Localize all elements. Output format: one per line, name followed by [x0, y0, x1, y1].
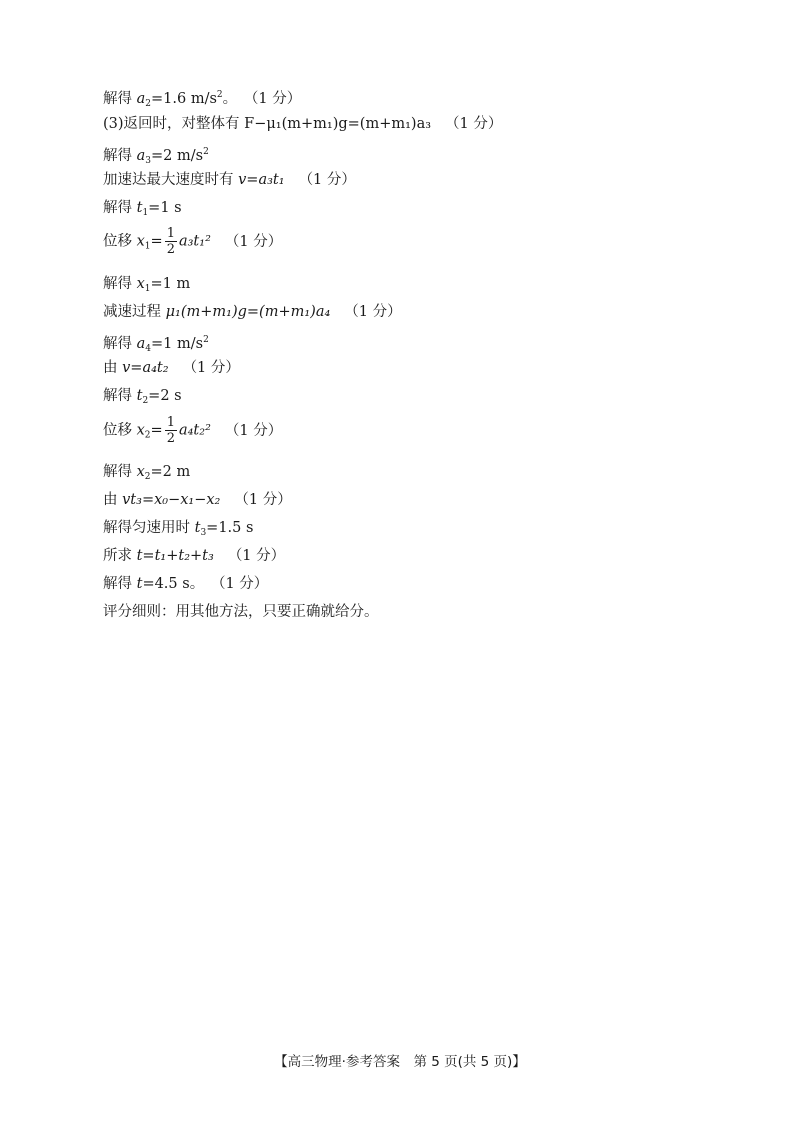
score-mark: （1 分）	[224, 233, 283, 250]
solution-line	[103, 387, 182, 410]
superscript: 2	[203, 335, 209, 345]
line-prefix: 解得匀速用时	[103, 520, 195, 536]
variable: t	[194, 520, 201, 536]
solution-line	[103, 226, 282, 257]
subscript: 1	[144, 241, 151, 252]
subscript: 2	[142, 396, 149, 406]
value: =2 m	[150, 464, 191, 480]
page-footer: 【高三物理·参考答案 第 5 页(共 5 页)】	[274, 1054, 526, 1070]
equation: t=t₁+t₂+t₃	[136, 548, 214, 564]
equation: μ₁(m+m₁)g=(m+m₁)a₄	[165, 304, 331, 320]
solution-line	[103, 463, 190, 486]
solution-line	[103, 303, 402, 321]
value: =1.5 s	[206, 520, 254, 536]
equation: a₄t₂²	[178, 422, 211, 439]
score-mark: （1 分）	[344, 304, 402, 320]
equals-sign: =	[150, 233, 163, 250]
line-prefix: 所求	[103, 548, 137, 564]
value: =4.5 s。	[142, 576, 205, 592]
variable: x	[136, 276, 145, 292]
equals-sign: =	[150, 422, 163, 439]
equation: a₃t₁²	[178, 233, 211, 250]
variable: a	[136, 336, 146, 352]
grading-note-text: 评分细则：用其他方法，只要正确就给分。	[103, 604, 379, 620]
subscript: 2	[145, 99, 151, 109]
solution-line	[103, 519, 253, 542]
value: =1 m	[150, 276, 191, 292]
score-mark: （1 分）	[298, 172, 356, 188]
equation-text: (3)返回时，对整体有 F−μ₁(m+m₁)g=(m+m₁)a₃	[103, 116, 432, 132]
solution-line	[103, 143, 209, 170]
subscript: 1	[144, 284, 151, 294]
variable: a	[136, 148, 146, 164]
line-prefix: 位移	[103, 422, 137, 439]
grading-note	[103, 603, 379, 621]
variable: x	[136, 233, 145, 250]
solution-line	[103, 115, 502, 133]
line-prefix: 解得	[103, 336, 137, 352]
line-prefix: 解得	[103, 388, 137, 404]
solution-line	[103, 275, 190, 298]
solution-line	[103, 547, 285, 565]
superscript: 2	[203, 147, 209, 157]
score-mark: （1 分）	[251, 91, 302, 107]
solution-line	[103, 575, 268, 593]
solution-line	[103, 491, 292, 509]
solution-line	[103, 86, 301, 113]
subscript: 2	[144, 430, 151, 441]
fraction	[165, 226, 177, 257]
line-prefix: 解得	[103, 91, 137, 107]
line-prefix: 由	[103, 492, 123, 508]
value: =1 m/s	[151, 336, 204, 352]
subscript: 4	[145, 344, 151, 354]
line-prefix: 解得	[103, 148, 137, 164]
variable: a	[136, 91, 146, 107]
score-mark: （1 分）	[445, 116, 503, 132]
line-prefix: 位移	[103, 233, 137, 250]
punctuation: 。	[222, 91, 238, 107]
line-prefix: 由	[103, 360, 123, 376]
equation: v=a₄t₂	[122, 360, 169, 376]
solution-line	[103, 415, 282, 446]
fraction-denominator: 2	[166, 431, 175, 446]
value: =1.6 m/s	[151, 91, 217, 107]
subscript: 3	[145, 156, 151, 166]
line-prefix: 解得	[103, 276, 137, 292]
line-prefix: 加速达最大速度时有	[103, 172, 239, 188]
superscript: 2	[216, 90, 223, 100]
line-prefix: 解得	[103, 464, 137, 480]
subscript: 1	[142, 208, 149, 218]
score-mark: （1 分）	[218, 576, 269, 592]
variable: x	[136, 464, 145, 480]
score-mark: （1 分）	[224, 422, 283, 439]
fraction-denominator: 2	[166, 242, 175, 257]
variable: x	[136, 422, 145, 439]
solution-line	[103, 359, 240, 377]
fraction-numerator: 1	[166, 415, 175, 430]
line-prefix: 减速过程	[103, 304, 166, 320]
value: =2 m/s	[151, 148, 204, 164]
score-mark: （1 分）	[182, 360, 240, 376]
solution-line	[103, 331, 209, 358]
equation: v=a₃t₁	[238, 172, 285, 188]
equation: vt₃=x₀−x₁−x₂	[122, 492, 221, 508]
variable: t	[136, 576, 143, 592]
fraction	[165, 415, 177, 446]
subscript: 2	[144, 472, 151, 482]
value: =2 s	[148, 388, 182, 404]
fraction-numerator: 1	[166, 226, 175, 241]
solution-line	[103, 171, 356, 189]
score-mark: （1 分）	[227, 548, 286, 564]
line-prefix: 解得	[103, 200, 137, 216]
subscript: 3	[200, 528, 207, 538]
solution-line	[103, 199, 182, 222]
value: =1 s	[148, 200, 182, 216]
line-prefix: 解得	[103, 576, 137, 592]
variable: t	[136, 200, 143, 216]
score-mark: （1 分）	[234, 492, 292, 508]
variable: t	[136, 388, 143, 404]
